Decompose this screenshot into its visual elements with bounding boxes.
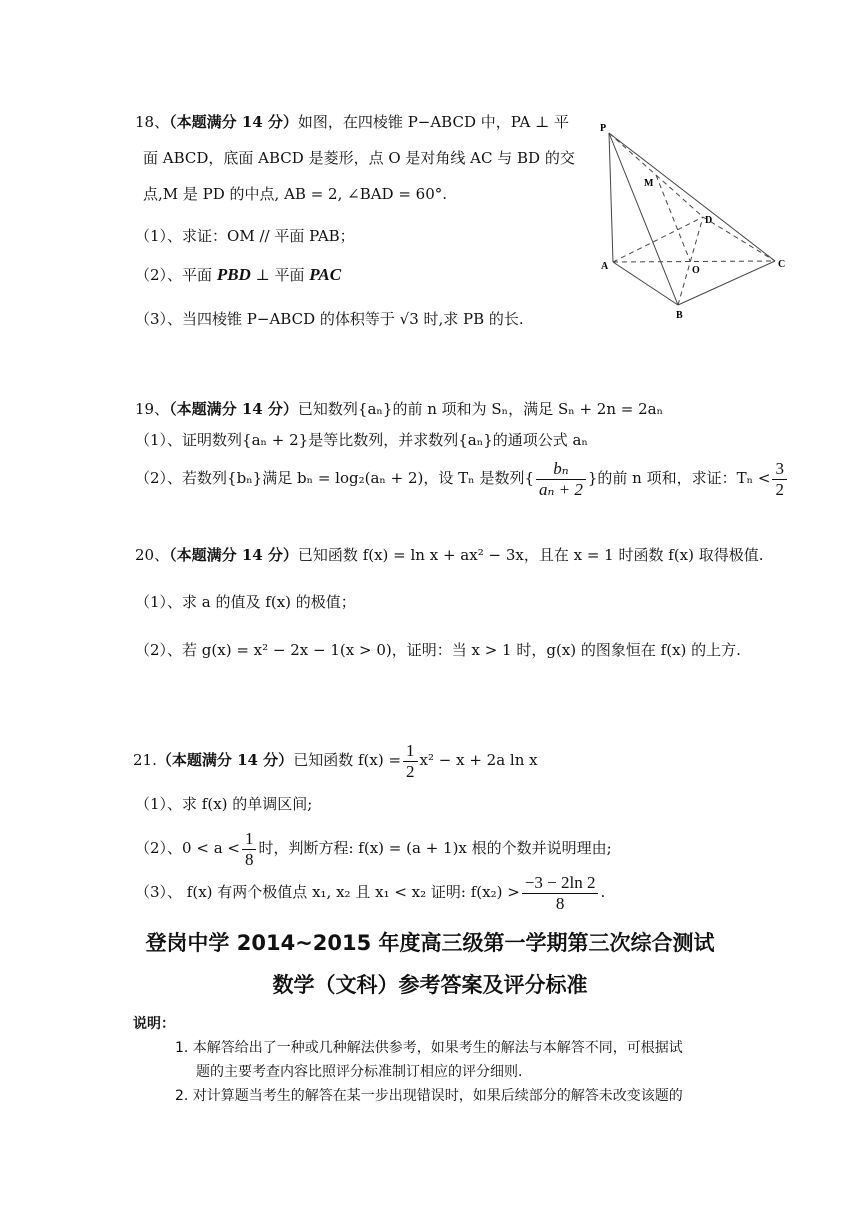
diagonal-ac (613, 261, 775, 262)
q18-part-2-text-c: ⊥ 平面 (250, 266, 310, 284)
q21-eighth-numerator: 1 (242, 829, 257, 850)
q21-part-3 (135, 870, 605, 914)
q18-part-2-plane-pac: PAC (309, 265, 342, 284)
q18-part-2-text-a: （2）、平面 (135, 266, 217, 284)
q21-score-tag: （本题满分 14 分） (156, 751, 294, 769)
q19-part-2-text-b: }的前 n 项和，求证：Tₙ < (587, 469, 771, 487)
q19-fraction-bound (772, 459, 787, 500)
q19-part-2 (135, 456, 789, 500)
point-label-o: O (692, 265, 700, 276)
q21-eighth-denominator: 8 (244, 849, 254, 869)
q21-part-3-text-a: （3）、 f(x) 有两个极值点 x₁, x₂ 且 x₁ < x₂ 证明: f(x₂) > (135, 883, 520, 901)
answer-key-title-2: 数学（文科）参考答案及评分标准 (272, 973, 588, 997)
q19-number: 19、 (135, 400, 170, 418)
vertex-label-c: C (778, 259, 786, 270)
q18-stem-line-3: 点,M 是 PD 的中点, AB = 2, ∠BAD = 60°. (143, 185, 448, 203)
q18-number: 18、 (135, 113, 170, 131)
q19-line-1 (135, 397, 663, 421)
segment-mo (656, 175, 690, 261)
edge-pc (609, 133, 775, 261)
q19-bound-denominator: 2 (775, 479, 784, 499)
q21-part-2-text-b: 时，判断方程: f(x) = (a + 1)x 根的个数并说明理由; (258, 839, 612, 857)
q20-score-tag: （本题满分 14 分） (169, 546, 298, 564)
q21-number: 21. (133, 751, 157, 769)
q19-score-tag: （本题满分 14 分） (169, 400, 298, 418)
edge-ab (613, 262, 678, 305)
edge-dc (703, 217, 775, 261)
q19-fraction-bn (536, 459, 586, 500)
q21-bound-denominator: 8 (555, 893, 565, 913)
vertex-label-p: P (600, 123, 607, 134)
q18-stem-line-1: 如图，在四棱锥 P−ABCD 中，PA ⊥ 平 (297, 113, 569, 131)
q21-stem-b: x² − x + 2a ln x (419, 751, 538, 769)
q18-line-1 (135, 110, 569, 134)
q21-fraction-half (403, 741, 418, 782)
q18-part-3: （3）、当四棱锥 P−ABCD 的体积等于 √3 时,求 PB 的长. (135, 310, 524, 328)
q19-part-1: （1）、证明数列{aₙ + 2}是等比数列，并求数列{aₙ}的通项公式 aₙ (135, 431, 588, 449)
q21-half-denominator: 2 (406, 761, 415, 781)
q18-stem-line-2: 面 ABCD，底面 ABCD 是菱形，点 O 是对角线 AC 与 BD 的交 (143, 149, 575, 167)
q21-part-1: （1）、求 f(x) 的单调区间; (135, 795, 313, 813)
point-label-m: M (644, 178, 654, 189)
q20-stem: 已知函数 f(x) = ln x + ax² − 3x，且在 x = 1 时函数 f(x) 取得极值. (297, 546, 764, 564)
q21-line-1 (133, 738, 538, 782)
q21-half-numerator: 1 (403, 741, 418, 762)
vertex-label-d: D (705, 215, 713, 226)
q20-part-2: （2）、若 g(x) = x² − 2x − 1(x > 0)，证明：当 x > 1 时，g(x) 的图象恒在 f(x) 的上方. (135, 641, 741, 659)
q19-fraction-denominator: aₙ + 2 (539, 479, 583, 499)
note-1-line-1: 1. 本解答给出了一种或几种解法供参考，如果考生的解法与本解答不同，可根据试 (175, 1040, 683, 1056)
q21-part-2-text-a: （2）、0 < a < (135, 839, 240, 857)
note-2-line-1: 2. 对计算题当考生的解答在某一步出现错误时，如果后续部分的解答未改变该题的 (175, 1088, 683, 1104)
q21-fraction-eighth (242, 829, 257, 870)
q21-stem-a: 已知函数 f(x) = (293, 751, 402, 769)
pyramid-figure (598, 120, 794, 324)
q20-part-1: （1）、求 a 的值及 f(x) 的极值； (135, 593, 356, 611)
vertex-label-b: B (676, 310, 683, 321)
q21-part-2 (135, 826, 612, 870)
q18-part-2-plane-pbd: PBD (216, 265, 251, 284)
edge-pa (609, 133, 613, 262)
q21-fraction-bound (522, 873, 599, 914)
notes-label: 说明： (133, 1016, 175, 1032)
q19-fraction-numerator: bₙ (536, 459, 586, 480)
q20-number: 20、 (135, 546, 170, 564)
answer-key-title-1: 登岗中学 2014~2015 年度高三级第一学期第三次综合测试 (145, 931, 715, 955)
q19-stem: 已知数列{aₙ}的前 n 项和为 Sₙ，满足 Sₙ + 2n = 2aₙ (297, 400, 664, 418)
q18-part-2 (135, 263, 341, 287)
diagonal-bd (678, 217, 703, 305)
q20-line-1 (135, 543, 764, 567)
q21-bound-numerator: −3 − 2ln 2 (522, 873, 599, 894)
q18-score-tag: （本题满分 14 分） (169, 113, 298, 131)
vertex-label-a: A (601, 261, 609, 272)
note-1-line-2: 题的主要考查内容比照评分标准制订相应的评分细则. (196, 1064, 523, 1080)
edge-pb (609, 133, 678, 305)
q19-bound-numerator: 3 (772, 459, 787, 480)
q19-part-2-text-a: （2）、若数列{bₙ}满足 bₙ = log₂(aₙ + 2)，设 Tₙ 是数列{ (135, 469, 534, 487)
q21-part-3-text-b: . (600, 883, 606, 901)
q18-part-1: （1）、求证：OM // 平面 PAB； (135, 227, 355, 245)
